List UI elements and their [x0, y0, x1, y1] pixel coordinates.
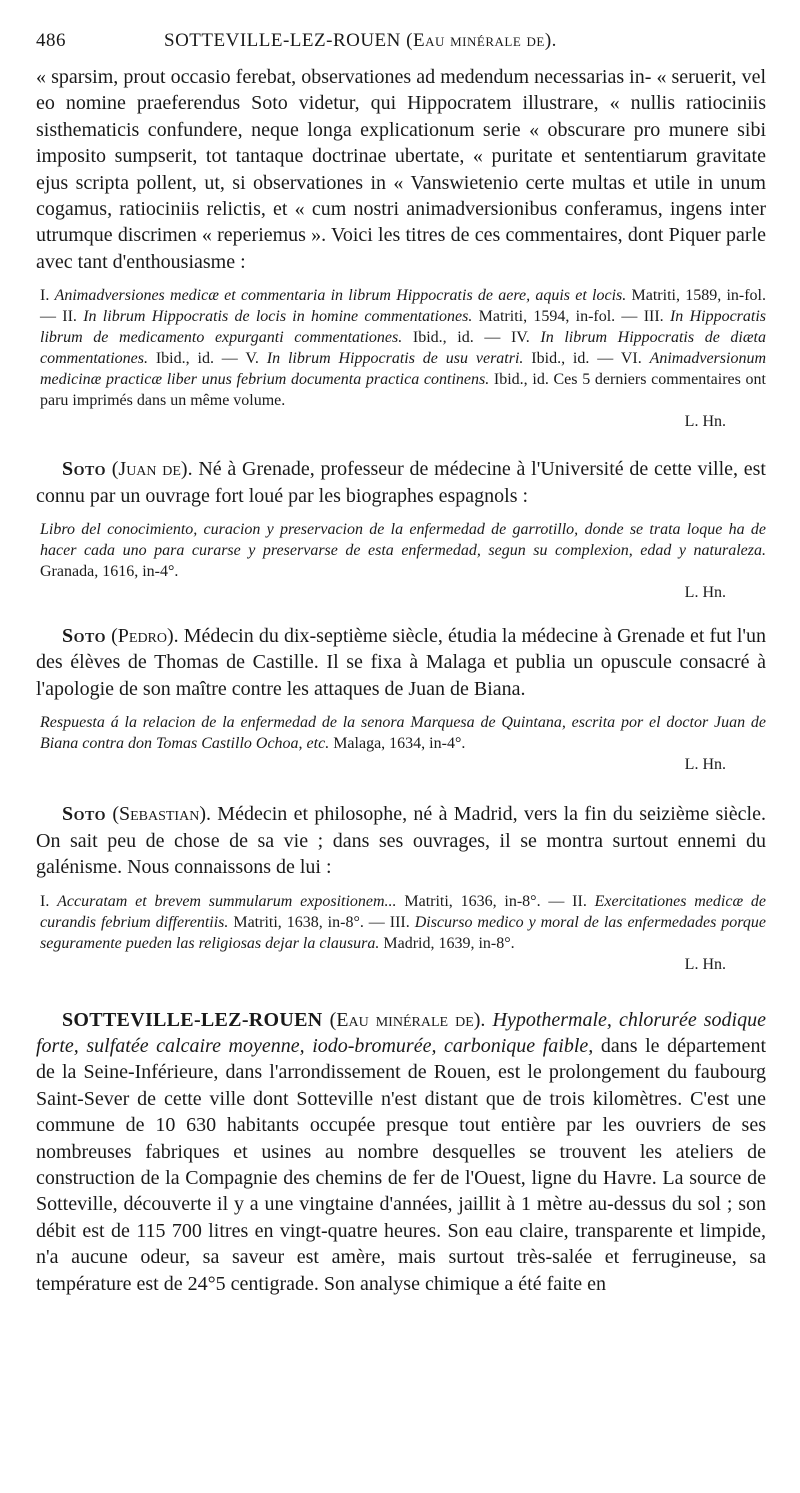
entry-italic-description: Hypothermale, chlorurée sodique forte, sulfatée calcaire moyenne, iodo-bromurée, carbonique faible, — [36, 1008, 766, 1057]
biblio-title: Accuratam et brevem summularum expositionem... — [57, 892, 397, 910]
entry-given-name: (Sebastian). — [112, 803, 211, 826]
entry-given-name: (Pedro). — [111, 625, 179, 648]
biblio-title: Animadversiones medicæ et commentaria in librum Hippocratis de aere, aquis et locis. — [54, 287, 627, 305]
biblio-ref: Malaga, 1634, in-4°. — [329, 735, 466, 753]
biblio-ref: Granada, 1616, in-4°. — [40, 563, 179, 581]
bibliography-soto-sebastian — [36, 891, 766, 975]
biblio-title: In librum Hippocratis de diæta commentationes. — [40, 329, 766, 368]
biblio-title: Libro del conocimiento, curacion y preservacion de la enfermedad de garrotillo, donde se trata loque ha de hacer cada uno para curarse y preservarse de esta enfermedad, segun su complexion, edad y naturaleza. — [40, 521, 766, 560]
biblio-title: In librum Hippocratis de locis in homine commentationes. — [83, 308, 473, 326]
entry-text: Médecin et philosophe, né à Madrid, vers la fin du seizième siècle. On sait peu de chose de sa vie ; dans ses ouvrages, il se montra surtout ennemi du galénisme. Nous connaissons de lui : — [36, 803, 766, 879]
author-signature: L. Hn. — [684, 584, 726, 602]
entry-text: Médecin du dix-septième siècle, étudia la médecine à Grenade et fut l'un des élèves de Thomas de Castille. Il se fixa à Malaga et publia un opuscule consacré à l'apologie de son maître contre les attaques de Juan de Biana. — [36, 625, 766, 700]
running-title-sub: (Eau minérale de). — [406, 30, 557, 51]
entry-soto-sebastian — [36, 801, 766, 880]
biblio-title: Animadversionum medicinæ practicæ liber unus febrium documenta practica continens. — [40, 350, 767, 389]
entry-text: dans le département de la Seine-Inférieure, dans l'arrondissement de Rouen, est le prolongement du faubourg Saint-Sever de cette ville dont Sotteville n'est distant que de trois kilomètres. C'est une commune de 10 630 habitants occupée presque tout entière par les ouvriers de ses nombreuses fabriques et usines au nombre desquelles se trouvent les ateliers de construction de la Compagnie des chemins de fer de l'Ouest, ligne du Havre. La source de Sotteville, découverte il y a une vingtaine d'années, jaillit à 1 mètre au-dessus du sol ; son débit est de 115 700 litres en vingt-quatre heures. Son eau claire, transparente et limpide, n'a aucune odeur, sa saveur est amère, mais surtout très-salée et ferrugineuse, sa température est de 24°5 centigrade. Son analyse chimique a été faite en — [36, 1034, 766, 1295]
entry-sotteville — [36, 1007, 766, 1297]
author-signature: L. Hn. — [684, 955, 726, 973]
biblio-title: In Hippocratis librum de medicamento expurganti commentationes. — [40, 308, 767, 347]
intro-paragraph: « sparsim, prout occasio ferebat, observationes ad medendum necessarias in- « seruerit, vel eo nomine praeferendus Soto videtur, qui Hippocratem illustrare, « nullis ratiociniis sisthematicis confundere, neque longa explicationum serie « obscurare pro munere sibi imposito sumpserit, tot tantaque doctrinae ubertate, « puritate et sententiarum gravitate ejus scripta pollent, ut, si observationes in « Vanswietenio certe multas et utile in unum cogamus, ratiociniis relictis, et « cum nostri animadversionibus conferamus, ingens inter utrumque discrimen « reperiemus ». Voici les titres de ces commentaires, dont Piquer parle avec tant d'enthousiasme : — [36, 66, 766, 273]
biblio-prefix: I. — [40, 287, 55, 305]
biblio-ref: Ibid., id. — IV. — [402, 329, 541, 347]
biblio-title: In librum Hippocratis de usu veratri. — [266, 350, 524, 368]
entry-soto-juan — [36, 456, 766, 509]
entry-given-name: (Eau minérale de). — [329, 1008, 486, 1031]
running-title-main: SOTTEVILLE-LEZ-ROUEN — [164, 30, 401, 51]
running-title — [164, 30, 766, 52]
entry-text: Né à Grenade, professeur de médecine à l'Université de cette ville, est connu par un ouvrage fort loué par les biographes espagnols : — [36, 458, 766, 507]
biblio-ref: Ibid., id. — VI. — [523, 350, 650, 368]
entry-headword: Soto — [62, 803, 106, 826]
biblio-ref: Ibid., id. — V. — [147, 350, 267, 368]
entry-given-name: (Juan de). — [111, 458, 193, 481]
page-number: 486 — [36, 30, 66, 51]
biblio-ref: Matriti, 1638, in-8°. — III. — [228, 913, 415, 931]
entry-headword: SOTTEVILLE-LEZ-ROUEN — [62, 1008, 323, 1031]
author-signature: L. Hn. — [684, 413, 726, 431]
entry-headword: Soto — [62, 458, 106, 481]
entry-soto-pedro — [36, 623, 766, 702]
biblio-title: Discurso medico y moral de las enfermedades porque seguramente pueden las religiosas dejar la clausura. — [40, 913, 766, 952]
biblio-title: Exercitationes medicæ de curandis febrium differentiis. — [40, 892, 767, 931]
biblio-prefix: I. — [40, 892, 58, 910]
entry-headword: Soto — [62, 625, 106, 648]
bibliography-soto-juan — [36, 519, 766, 603]
biblio-title: Respuesta á la relacion de la enfermedad de la senora Marquesa de Quintana, escrita por el doctor Juan de Biana contra don Tomas Castillo Ochoa, etc. — [40, 714, 766, 753]
bibliography-soto-pedro — [36, 712, 766, 775]
author-signature: L. Hn. — [684, 756, 726, 774]
running-header — [36, 30, 766, 64]
biblio-ref: Ibid., id. Ces 5 derniers commentaires ont paru imprimés dans un même volume. — [40, 371, 767, 410]
bibliography-soto-francisco — [36, 285, 766, 432]
biblio-ref: Matriti, 1589, in-fol. — II. — [40, 287, 767, 326]
biblio-ref: Matriti, 1594, in-fol. — III. — [472, 308, 670, 326]
biblio-ref: Matriti, 1636, in-8°. — II. — [396, 892, 595, 910]
biblio-ref: Madrid, 1639, in-8°. — [379, 934, 515, 952]
